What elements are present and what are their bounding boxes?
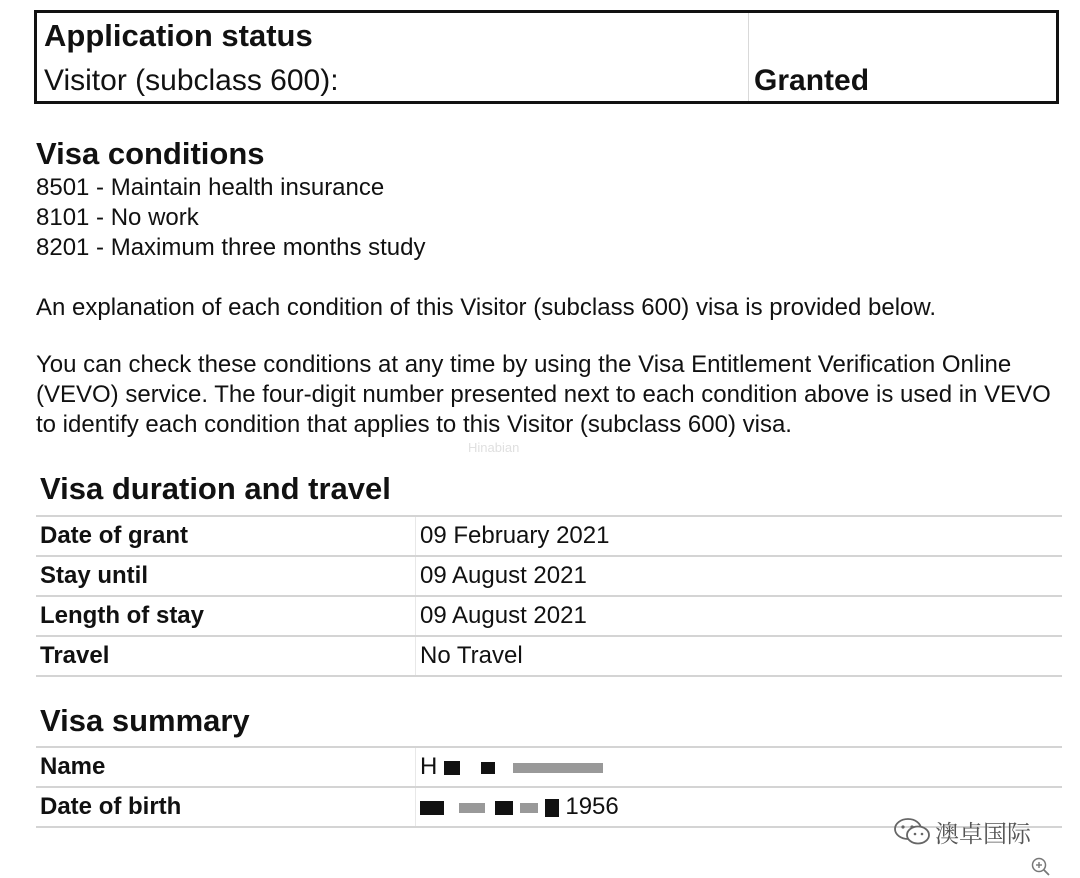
travel-label: Travel: [36, 636, 416, 676]
redaction-block: [545, 799, 559, 817]
condition-item: 8201 - Maximum three months study: [36, 234, 426, 261]
visa-conditions-title: Visa conditions: [36, 136, 265, 171]
stay-until-label: Stay until: [36, 556, 416, 596]
visa-subclass-label: Visitor (subclass 600):: [44, 64, 339, 97]
date-of-birth-year: 1956: [565, 793, 619, 820]
zoom-in-icon[interactable]: [1030, 856, 1052, 878]
name-visible-initial: H: [420, 753, 438, 780]
table-row: [36, 636, 1062, 676]
condition-item: 8501 - Maintain health insurance: [36, 174, 385, 201]
status-divider: [748, 13, 749, 101]
redaction-block: [520, 803, 538, 813]
name-label: Name: [36, 747, 416, 787]
faint-watermark: Hinabian: [468, 440, 520, 455]
redaction-block: [495, 801, 513, 815]
visa-duration-table: [36, 515, 1062, 677]
date-of-grant-value: 09 February 2021: [416, 516, 1063, 556]
vevo-note: You can check these conditions at any time by using the Visa Entitlement Verification Online (VEVO) service. The four-digit number presented next to each condition above is used in VEVO to identify each condition that applies to this Visitor (subclass 600) visa.: [36, 351, 1051, 438]
visa-conditions-list: [36, 173, 426, 263]
table-row: [36, 516, 1062, 556]
condition-item: 8101 - No work: [36, 204, 199, 231]
brand-watermark-text: 澳卓国际: [935, 821, 1031, 848]
date-of-grant-label: Date of grant: [36, 516, 416, 556]
table-row: [36, 556, 1062, 596]
length-of-stay-label: Length of stay: [36, 596, 416, 636]
redaction-block: [444, 761, 460, 775]
stay-until-value: 09 August 2021: [416, 556, 1063, 596]
wechat-watermark: [893, 814, 1031, 849]
travel-value: No Travel: [416, 636, 1063, 676]
visa-duration-title: Visa duration and travel: [40, 471, 391, 506]
visa-summary-title: Visa summary: [40, 703, 250, 738]
redaction-block: [459, 803, 485, 813]
application-status-title: Application status: [44, 18, 313, 53]
application-status-box: [34, 10, 1059, 104]
date-of-birth-label: Date of birth: [36, 787, 416, 827]
wechat-icon: [893, 817, 931, 847]
table-row: [36, 596, 1062, 636]
table-row: [36, 747, 1062, 787]
redaction-block: [420, 801, 444, 815]
length-of-stay-value: 09 August 2021: [416, 596, 1063, 636]
conditions-explanation: An explanation of each condition of this Visitor (subclass 600) visa is provided below.: [36, 294, 937, 321]
application-status-value: Granted: [754, 64, 870, 97]
redaction-block: [513, 763, 603, 773]
name-value: [416, 747, 1063, 787]
redaction-block: [481, 762, 495, 774]
